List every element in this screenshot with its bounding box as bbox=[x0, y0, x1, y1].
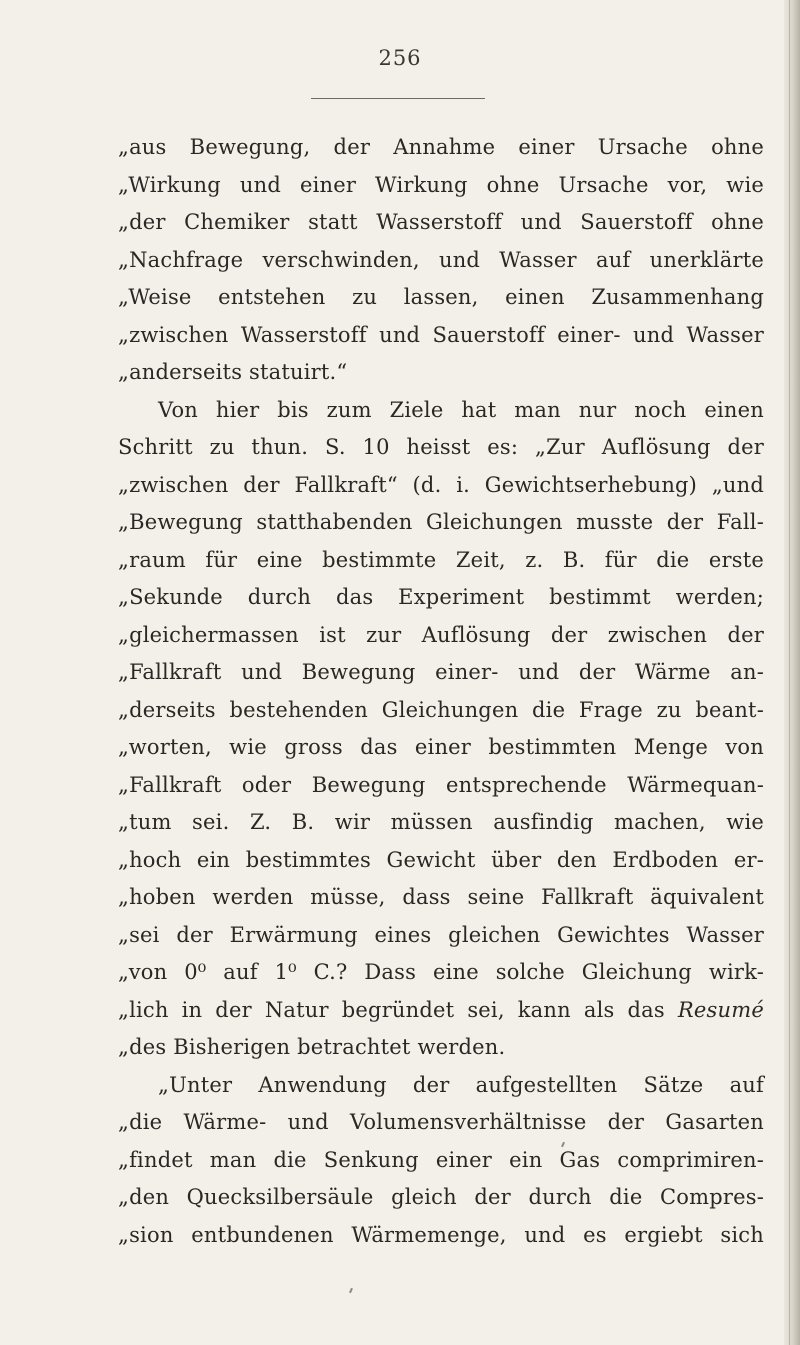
italic-word: Resumé bbox=[677, 997, 764, 1022]
page-edge-shadow bbox=[784, 0, 800, 1345]
paragraph-start: „Unter Anwendung der aufgestellten Sätze auf bbox=[158, 1072, 764, 1097]
text-line: „Fallkraft oder Bewegung entsprechende Wärmequan- bbox=[118, 772, 764, 797]
text-line: „gleichermassen ist zur Auflösung der zwischen der bbox=[118, 622, 764, 647]
header-rule bbox=[311, 98, 485, 99]
text-line: „der Chemiker statt Wasserstoff und Sauerstoff ohne bbox=[118, 210, 764, 234]
text-line: Schritt zu thun. S. 10 heisst es: „Zur Auflösung der bbox=[118, 435, 764, 459]
text-line: „anderseits statuirt.“ bbox=[118, 360, 348, 384]
text-line: „Wirkung und einer Wirkung ohne Ursache vor, wie bbox=[118, 172, 764, 197]
text-line: „zwischen Wasserstoff und Sauerstoff einer- und Wasser bbox=[118, 322, 764, 347]
text-line: „des Bisherigen betrachtet werden. bbox=[118, 1035, 506, 1059]
text-line: „aus Bewegung, der Annahme einer Ursache ohne bbox=[118, 135, 764, 159]
text-line: „Nachfrage verschwinden, und Wasser auf unerklärte bbox=[118, 247, 764, 272]
text-line: „Bewegung statthabenden Gleichungen musste der Fall- bbox=[118, 510, 764, 534]
body-text bbox=[118, 129, 764, 1254]
text-line: „zwischen der Fallkraft“ (d. i. Gewichtserhebung) „und bbox=[118, 472, 764, 497]
page-number: 256 bbox=[378, 46, 422, 70]
text-line: „die Wärme- und Volumensverhältnisse der Gasarten bbox=[118, 1110, 764, 1134]
paper-speck bbox=[349, 1288, 353, 1293]
text-line: „Fallkraft und Bewegung einer- und der Wärme an- bbox=[118, 660, 764, 684]
text-line: „tum sei. Z. B. wir müssen ausfindig machen, wie bbox=[118, 810, 764, 834]
text-line: „hoch ein bestimmtes Gewicht über den Erdboden er- bbox=[118, 847, 764, 872]
text-line: „den Quecksilbersäule gleich der durch die Compres- bbox=[118, 1185, 764, 1209]
page-edge-line bbox=[789, 0, 790, 1345]
text-line: „worten, wie gross das einer bestimmten Menge von bbox=[118, 735, 764, 759]
text-line: „raum für eine bestimmte Zeit, z. B. für die erste bbox=[118, 547, 764, 572]
text-line: „von 0⁰ auf 1⁰ C.? Dass eine solche Gleichung wirk- bbox=[118, 960, 764, 984]
text-line: „sion entbundenen Wärmemenge, und es ergiebt sich bbox=[118, 1222, 764, 1247]
paragraph-start: Von hier bis zum Ziele hat man nur noch einen bbox=[158, 397, 764, 422]
text-line: „findet man die Senkung einer ein Gas comprimiren- bbox=[118, 1147, 764, 1172]
text-line: „hoben werden müsse, dass seine Fallkraft äquivalent bbox=[118, 885, 764, 909]
text-line: „Sekunde durch das Experiment bestimmt werden; bbox=[118, 585, 764, 609]
text-line: „lich in der Natur begründet sei, kann als das Resumé bbox=[118, 997, 764, 1022]
text-line: „sei der Erwärmung eines gleichen Gewichtes Wasser bbox=[118, 922, 764, 947]
text-line: „derseits bestehenden Gleichungen die Frage zu beant- bbox=[118, 697, 764, 722]
text-line: „Weise entstehen zu lassen, einen Zusammenhang bbox=[118, 285, 764, 309]
